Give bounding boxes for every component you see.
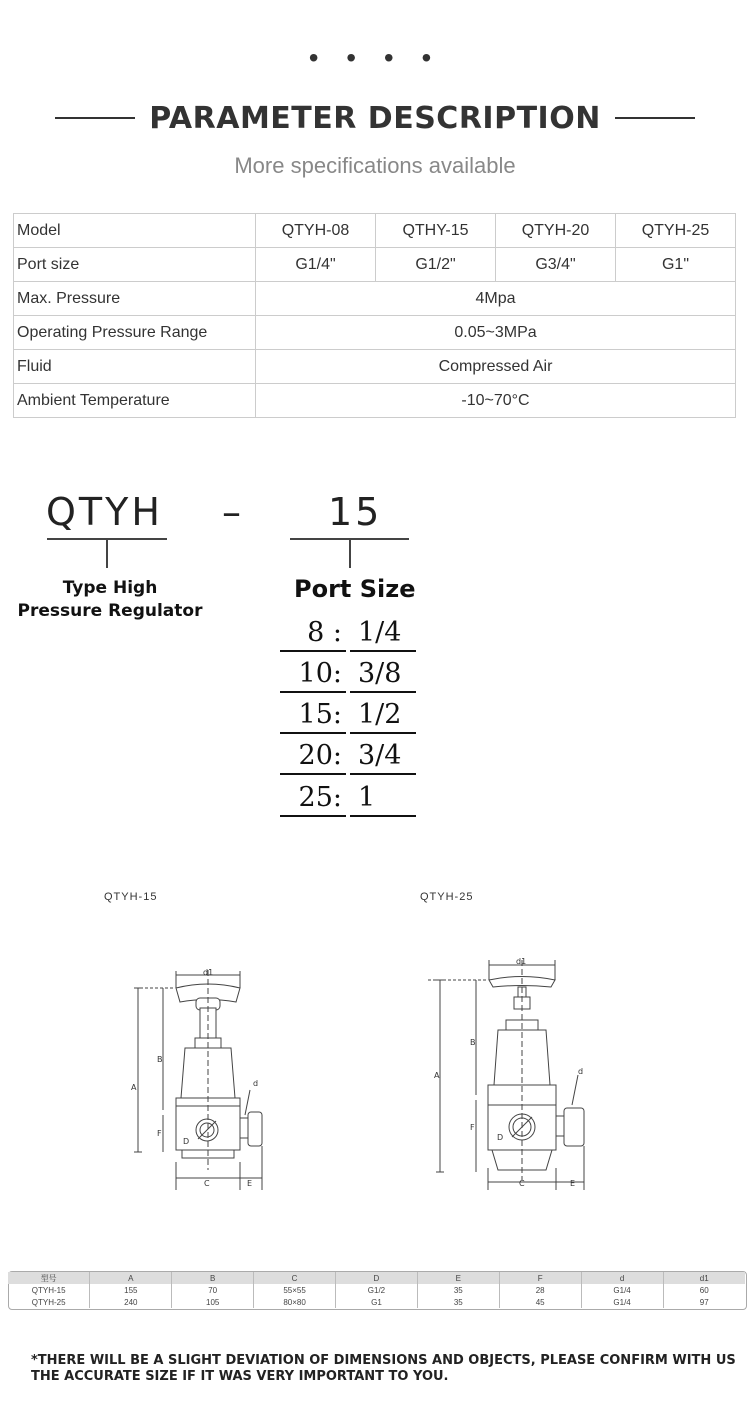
table-row bbox=[14, 248, 736, 282]
port-size: 1 bbox=[358, 782, 376, 813]
table-cell: A bbox=[90, 1272, 172, 1284]
table-cell: d1 bbox=[663, 1272, 745, 1284]
model-prefix: QTYH bbox=[46, 490, 163, 534]
dim-label: d1 bbox=[516, 957, 527, 966]
table-cell: Max. Pressure bbox=[14, 282, 256, 316]
dim-label: d bbox=[253, 1079, 259, 1088]
prefix-label: Type High Pressure Regulator bbox=[17, 578, 203, 621]
table-cell: 0.05~3MPa bbox=[256, 316, 736, 350]
spec-table bbox=[13, 213, 736, 418]
dim-label: B bbox=[157, 1055, 163, 1064]
divider bbox=[350, 815, 416, 817]
table-cell: G1 bbox=[336, 1296, 418, 1308]
table-cell: 4Mpa bbox=[256, 282, 736, 316]
table-cell: Compressed Air bbox=[256, 350, 736, 384]
table-cell: Operating Pressure Range bbox=[14, 316, 256, 350]
table-row bbox=[14, 282, 736, 316]
port-size: 1/4 bbox=[358, 617, 402, 648]
dim-label: E bbox=[570, 1179, 576, 1188]
table-cell: G1" bbox=[616, 248, 736, 282]
dim-label: A bbox=[131, 1083, 137, 1092]
dim-label: d1 bbox=[203, 968, 214, 977]
port-size: 1/2 bbox=[358, 699, 402, 730]
divider bbox=[280, 815, 346, 817]
table-cell: 105 bbox=[172, 1296, 254, 1308]
table-cell: 55×55 bbox=[254, 1284, 336, 1296]
model-number: 15 bbox=[328, 490, 383, 534]
title-divider-left bbox=[55, 117, 135, 119]
table-row bbox=[8, 1296, 745, 1308]
table-cell: Model bbox=[14, 214, 256, 248]
table-cell: 70 bbox=[172, 1284, 254, 1296]
table-cell: C bbox=[254, 1272, 336, 1284]
prefix-tick bbox=[106, 538, 108, 568]
table-cell: 97 bbox=[663, 1296, 745, 1308]
dim-label: A bbox=[434, 1071, 440, 1080]
port-size-title: Port Size bbox=[294, 575, 416, 603]
dim-label: D bbox=[497, 1133, 504, 1142]
table-cell: B bbox=[172, 1272, 254, 1284]
table-cell: QTHY-15 bbox=[376, 214, 496, 248]
table-cell: 型号 bbox=[8, 1272, 90, 1284]
list-item bbox=[280, 693, 416, 734]
table-cell: G3/4" bbox=[496, 248, 616, 282]
table-cell: E bbox=[417, 1272, 499, 1284]
table-cell: 80×80 bbox=[254, 1296, 336, 1308]
table-cell: -10~70°C bbox=[256, 384, 736, 418]
port-number: 25: bbox=[298, 782, 342, 813]
table-cell: 155 bbox=[90, 1284, 172, 1296]
table-cell: 45 bbox=[499, 1296, 581, 1308]
table-row bbox=[14, 350, 736, 384]
table-cell: F bbox=[499, 1272, 581, 1284]
table-cell: G1/4" bbox=[256, 248, 376, 282]
divider bbox=[280, 773, 346, 775]
table-cell: G1/2" bbox=[376, 248, 496, 282]
table-row bbox=[8, 1272, 745, 1284]
title-divider-right bbox=[615, 117, 695, 119]
table-cell: G1/2 bbox=[336, 1284, 418, 1296]
port-number: 8 : bbox=[307, 617, 342, 648]
table-cell: QTYH-25 bbox=[616, 214, 736, 248]
page-title: PARAMETER DESCRIPTION bbox=[149, 100, 601, 136]
dimension-table bbox=[8, 1272, 745, 1308]
table-cell: QTYH-25 bbox=[31, 1297, 66, 1307]
model-dash: – bbox=[222, 490, 244, 534]
table-cell: 60 bbox=[663, 1284, 745, 1296]
list-item bbox=[280, 734, 416, 775]
divider bbox=[350, 773, 416, 775]
table-cell: Port size bbox=[14, 248, 256, 282]
regulator-drawing-right bbox=[428, 960, 584, 1190]
table-row bbox=[8, 1284, 745, 1296]
table-cell: Ambient Temperature bbox=[14, 384, 256, 418]
dim-label: B bbox=[470, 1038, 476, 1047]
table-cell: D bbox=[336, 1272, 418, 1284]
table-cell: 35 bbox=[417, 1296, 499, 1308]
drawing-label-right: QTYH-25 bbox=[420, 891, 474, 903]
page-subtitle: More specifications available bbox=[234, 153, 516, 178]
dim-label: E bbox=[247, 1179, 253, 1188]
table-cell: G1/4 bbox=[581, 1284, 663, 1296]
port-number: 15: bbox=[298, 699, 342, 730]
number-tick bbox=[349, 538, 351, 568]
dim-label: F bbox=[470, 1123, 475, 1132]
section-header bbox=[0, 98, 750, 138]
disclaimer-note: *THERE WILL BE A SLIGHT DEVIATION OF DIMENSIONS AND OBJECTS, PLEASE CONFIRM WITH US THE ACCURATE SIZE IF IT WAS VERY IMPORTANT TO YOU. bbox=[31, 1353, 736, 1384]
table-cell: d bbox=[581, 1272, 663, 1284]
table-cell: 28 bbox=[499, 1284, 581, 1296]
table-cell: QTYH-15 bbox=[31, 1285, 66, 1295]
technical-drawings bbox=[0, 940, 750, 1210]
table-row bbox=[14, 214, 736, 248]
table-cell: 35 bbox=[417, 1284, 499, 1296]
table-cell: 240 bbox=[90, 1296, 172, 1308]
port-number: 20: bbox=[298, 740, 342, 771]
drawing-label-left: QTYH-15 bbox=[104, 891, 158, 903]
dim-label: d bbox=[578, 1067, 584, 1076]
dim-label: F bbox=[157, 1129, 162, 1138]
list-item bbox=[280, 611, 416, 652]
dim-label: D bbox=[183, 1137, 190, 1146]
port-number: 10: bbox=[298, 658, 342, 689]
table-cell: G1/4 bbox=[581, 1296, 663, 1308]
regulator-drawing-left bbox=[134, 970, 262, 1190]
list-item bbox=[280, 652, 416, 693]
table-cell: QTYH-08 bbox=[256, 214, 376, 248]
decorative-dots: • • • • bbox=[308, 42, 442, 73]
port-size: 3/4 bbox=[358, 740, 402, 771]
table-cell: Fluid bbox=[14, 350, 256, 384]
table-row bbox=[14, 384, 736, 418]
list-item bbox=[280, 776, 416, 817]
port-size: 3/8 bbox=[358, 658, 402, 689]
table-cell: QTYH-20 bbox=[496, 214, 616, 248]
dim-label: C bbox=[519, 1179, 525, 1188]
table-row bbox=[14, 316, 736, 350]
dim-label: C bbox=[204, 1179, 210, 1188]
